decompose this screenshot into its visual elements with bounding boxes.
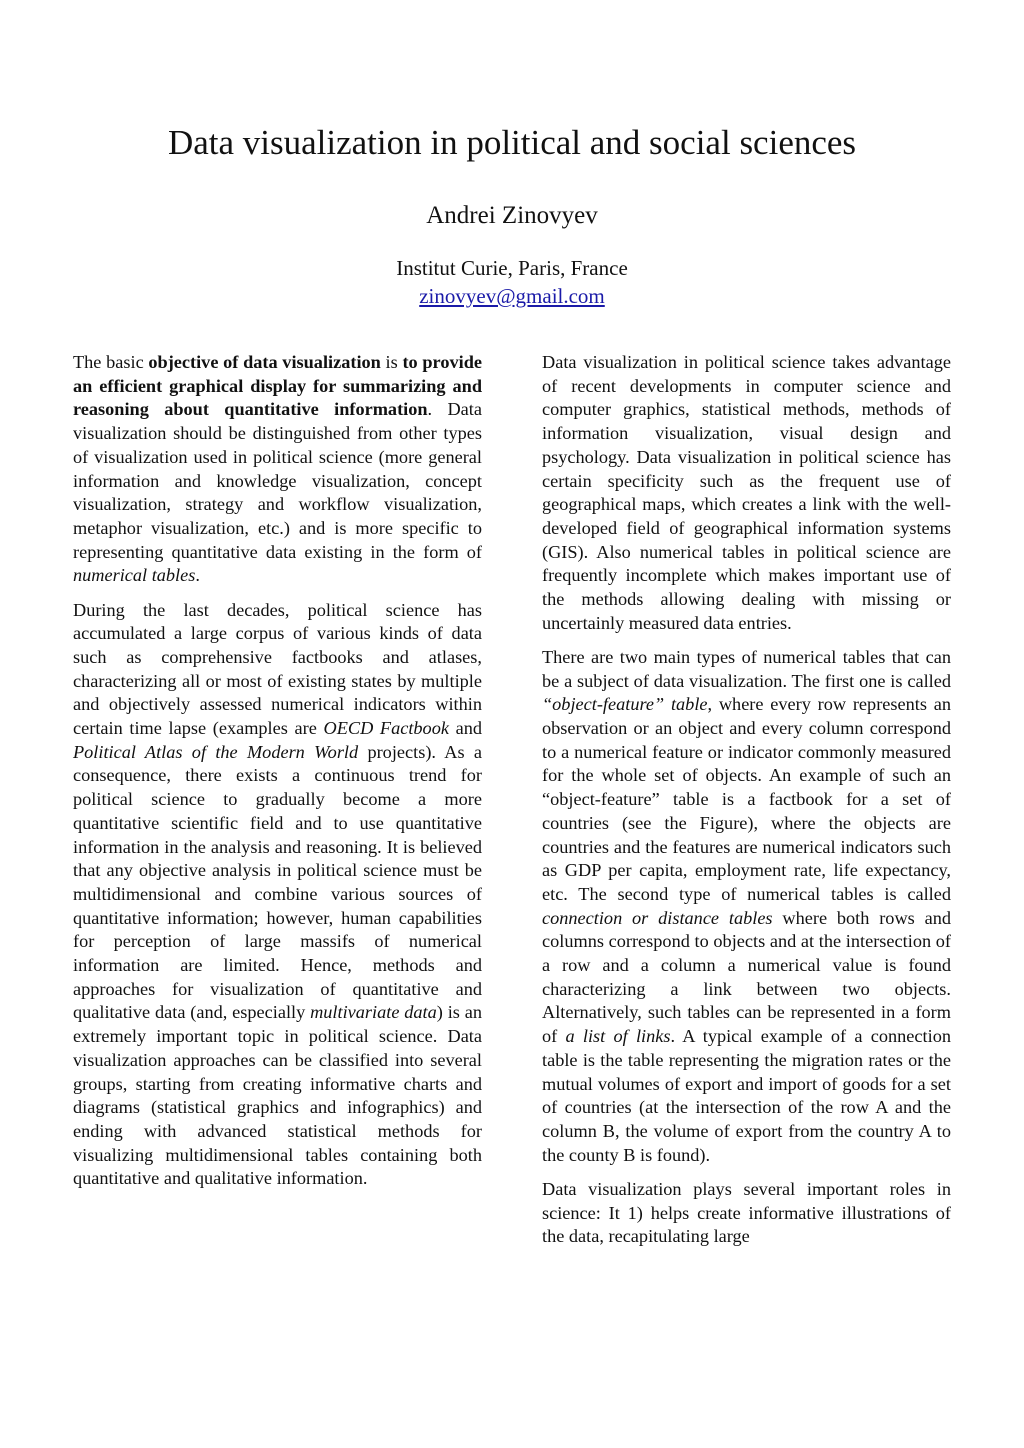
italic-run: Political Atlas of the Modern World (73, 741, 359, 762)
right-paragraph-3: Data visualization plays several important roles in science: It 1) helps create informative illustrations of the data, recapitulating large (542, 1178, 951, 1247)
italic-run: multivariate data (310, 1002, 437, 1023)
right-paragraph-2 (542, 646, 951, 1167)
text-run: is (380, 352, 403, 372)
italic-run: OECD Factbook (323, 718, 449, 739)
left-paragraph-1 (73, 351, 482, 588)
author-affiliation: Institut Curie, Paris, France (396, 256, 628, 280)
text-run: where both rows and columns correspond to objects and at the intersection of a row and a column a numerical value is found characterizing a link between two objects. Alternatively, such tables can be represented in a form of (542, 907, 951, 1047)
text-run: . (195, 565, 200, 586)
bold-run: objective of data visualization (148, 352, 381, 372)
bold-run: to provide an efficient graphical display for summarizing and reasoning about quantitative information (73, 352, 482, 420)
italic-run: a list of links (565, 1026, 671, 1047)
italic-run: “object-feature” table (542, 694, 708, 715)
right-paragraph-1: Data visualization in political science takes advantage of recent developments in computer science and computer graphics, statistical methods, methods of information visualization, visual design and psychology. Data visualization in political science has certain specificity such as the frequent use of geographical maps, which creates a link with the well-developed field of geographical information systems (GIS). Also numerical tables in political science are frequently incomplete which makes important use of the methods allowing dealing with missing or uncertainly measured data entries. (542, 352, 951, 633)
italic-run: connection or distance tables (542, 907, 773, 928)
paper-title: Data visualization in political and social sciences (167, 123, 857, 162)
italic-run: numerical tables (73, 565, 196, 586)
text-run: and (448, 718, 483, 739)
author-email-line (0, 283, 1024, 310)
text-run: . A typical example of a connection table is the table representing the migration rates or the mutual volumes of export and import of goods for a set of countries (at the intersection of the row A and the column B, the volume of export from the country A to the county B is found). (542, 1026, 951, 1165)
author-email-link[interactable]: zinovyev@gmail.com (419, 284, 605, 308)
text-run: , where every row represents an observation or an object and every column correspond to a numerical feature or indicator commonly measured for the whole set of objects. An example of such an “object-feature” table is a factbook for a set of countries (see the Figure), where the objects are countries and the features are numerical indicators such as GDP per capita, employment rate, life expectancy, etc. The second type of numerical tables is called (542, 694, 951, 904)
text-run: . Data visualization should be distinguished from other types of visualization used in political science (more general information and knowledge visualization, concept visualization, strategy and workflow visualization, metaphor visualization, etc.) and is more specific to representing quantitative data existing in the form of (73, 399, 482, 562)
text-run: projects). As a consequence, there exists a continuous trend for political science to gradually become a more quantitative scientific field and to use quantitative information in the analysis and reasoning. It is believed that any objective analysis in political science must be multidimensional and combine various sources of quantitative information; however, human capabilities for perception of large massifs of numerical information are limited. Hence, methods and approaches for visualization of quantitative and qualitative data (and, especially (73, 741, 482, 1023)
text-run: There are two main types of numerical tables that can be a subject of data visualization. The first one is called (542, 646, 951, 691)
left-paragraph-2 (73, 599, 482, 1192)
text-run: During the last decades, political science has accumulated a large corpus of various kinds of data such as comprehensive factbooks and atlases, characterizing all or most of existing states by multiple and objectively assessed numerical indicators within certain time lapse (examples are (73, 599, 482, 739)
text-run: The basic (73, 352, 149, 372)
text-run: ) is an extremely important topic in political science. Data visualization approaches can be classified into several groups, starting from creating informative charts and diagrams (statistical graphics and infographics) and ending with advanced statistical methods for visualizing multidimensional tables containing both quantitative and qualitative information. (73, 1002, 482, 1189)
right-column (542, 351, 951, 1260)
author-name: Andrei Zinovyev (426, 202, 598, 229)
left-column (73, 351, 482, 1202)
